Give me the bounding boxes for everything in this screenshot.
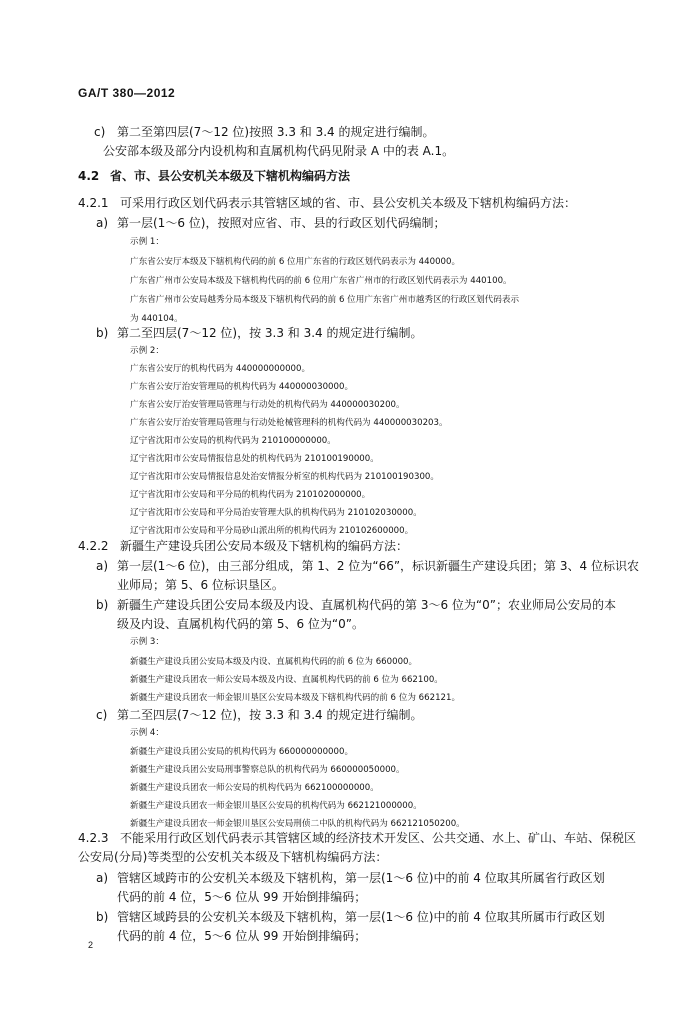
clause-text: 不能采用行政区划代码表示其管辖区域的经济技术开发区、公共交通、水上、矿山、车站、保税区 [120, 831, 637, 845]
list-marker: b) [96, 598, 109, 612]
section-title: 省、市、县公安机关本级及下辖机构编码方法 [110, 169, 351, 183]
list-marker: a) [96, 871, 109, 885]
example-line: 广东省公安厅治安管理局管理与行动处枪械管理科的机构代码为 440000030203。 [130, 418, 448, 428]
example-line: 新疆生产建设兵团公安局的机构代码为 660000000000。 [130, 747, 354, 757]
list-item-text: 级及内设、直属机构代码的第 5、6 位为“0”。 [117, 617, 364, 631]
example-line: 新疆生产建设兵团农一师金银川垦区公安局刑侦二中队的机构代码为 662121050200。 [130, 819, 465, 829]
example-label: 示例 4： [130, 728, 164, 738]
example-line: 新疆生产建设兵团农一师公安局的机构代码为 662100000000。 [130, 783, 379, 793]
example-line: 新疆生产建设兵团公安局刑事警察总队的机构代码为 660000050000。 [130, 765, 405, 775]
example-label: 示例 1： [130, 237, 164, 247]
example-line: 辽宁省沈阳市公安局情报信息处的机构代码为 210100190000。 [130, 454, 379, 464]
page-number: 2 [88, 940, 94, 950]
example-line: 新疆生产建设兵团农一师公安局本级及内设、直属机构代码的前 6 位为 662100。 [130, 675, 443, 685]
clause-text: 新疆生产建设兵团公安局本级及下辖机构的编码方法： [120, 539, 409, 553]
example-line: 辽宁省沈阳市公安局和平分局砂山派出所的机构代码为 210102600000。 [130, 526, 414, 536]
example-line: 为 440104。 [130, 314, 183, 324]
clause-text: 可采用行政区划代码表示其管辖区域的省、市、县公安机关本级及下辖机构编码方法： [120, 196, 577, 210]
example-line: 广东省公安厅治安管理局的机构代码为 440000030000。 [130, 382, 354, 392]
list-item-text: 新疆生产建设兵团公安局本级及内设、直属机构代码的第 3～6 位为“0”；农业师局公安局的本 [117, 598, 616, 612]
example-line: 新疆生产建设兵团公安局本级及内设、直属机构代码的前 6 位为 660000。 [130, 657, 418, 667]
example-line: 新疆生产建设兵团农一师金银川垦区公安局本级及下辖机构代码的前 6 位为 662121。 [130, 693, 461, 703]
list-item-text: 管辖区域跨县的公安机关本级及下辖机构，第一层(1～6 位)中的前 4 位取其所属市行政区划 [117, 910, 605, 924]
list-marker: c) [94, 125, 106, 139]
example-line: 广东省公安厅的机构代码为 440000000000。 [130, 364, 311, 374]
example-line: 辽宁省沈阳市公安局和平分局的机构代码为 210102000000。 [130, 490, 371, 500]
list-item-text: 业师局；第 5、6 位标识垦区。 [117, 578, 284, 592]
example-label: 示例 2： [130, 346, 164, 356]
example-line: 广东省公安厅本级及下辖机构代码的前 6 位用广东省的行政区划代码表示为 440000。 [130, 257, 461, 267]
paragraph: 公安部本级及部分内设机构和直属机构代码见附录 A 中的表 A.1。 [103, 144, 455, 158]
list-item-text: 第一层(1～6 位)，由三部分组成，第 1、2 位为“66”，标识新疆生产建设兵团；第 3、4 位标识农 [117, 559, 639, 573]
list-marker: a) [96, 559, 109, 573]
list-item-text: 代码的前 4 位，5～6 位从 99 开始倒排编码； [117, 890, 367, 904]
example-line: 辽宁省沈阳市公安局和平分局治安管理大队的机构代码为 210102030000。 [130, 508, 422, 518]
list-marker: c) [96, 708, 108, 722]
list-item-text: 第二至四层(7～12 位)，按 3.3 和 3.4 的规定进行编制。 [117, 708, 423, 722]
list-item-text: 第二至第四层(7～12 位)按照 3.3 和 3.4 的规定进行编制。 [117, 125, 435, 139]
example-line: 辽宁省沈阳市公安局的机构代码为 210100000000。 [130, 436, 336, 446]
list-item-text: 管辖区域跨市的公安机关本级及下辖机构，第一层(1～6 位)中的前 4 位取其所属省行政区划 [117, 871, 605, 885]
list-item-text: 代码的前 4 位，5～6 位从 99 开始倒排编码； [117, 929, 367, 943]
example-label: 示例 3： [130, 637, 164, 647]
example-line: 广东省广州市公安局越秀分局本级及下辖机构代码的前 6 位用广东省广州市越秀区的行政区划代码表示 [130, 295, 520, 305]
example-line: 辽宁省沈阳市公安局情报信息处治安情报分析室的机构代码为 210100190300。 [130, 472, 439, 482]
list-item-text: 第一层(1～6 位)，按照对应省、市、县的行政区划代码编制； [117, 216, 446, 230]
section-number: 4.2 [78, 169, 100, 183]
clause-text: 公安局(分局)等类型的公安机关本级及下辖机构编码方法： [78, 850, 388, 864]
list-marker: a) [96, 216, 109, 230]
list-item-text: 第二至四层(7～12 位)，按 3.3 和 3.4 的规定进行编制。 [117, 326, 423, 340]
example-line: 新疆生产建设兵团农一师金银川垦区公安局的机构代码为 662121000000。 [130, 801, 422, 811]
clause-number: 4.2.2 [78, 539, 109, 553]
list-marker: b) [96, 326, 109, 340]
example-line: 广东省广州市公安局本级及下辖机构代码的前 6 位用广东省广州市的行政区划代码表示为 440100。 [130, 276, 512, 286]
standard-code-header: GA/T 380—2012 [78, 86, 176, 100]
clause-number: 4.2.1 [78, 196, 109, 210]
clause-number: 4.2.3 [78, 831, 109, 845]
list-marker: b) [96, 910, 109, 924]
example-line: 广东省公安厅治安管理局管理与行动处的机构代码为 440000030200。 [130, 400, 405, 410]
